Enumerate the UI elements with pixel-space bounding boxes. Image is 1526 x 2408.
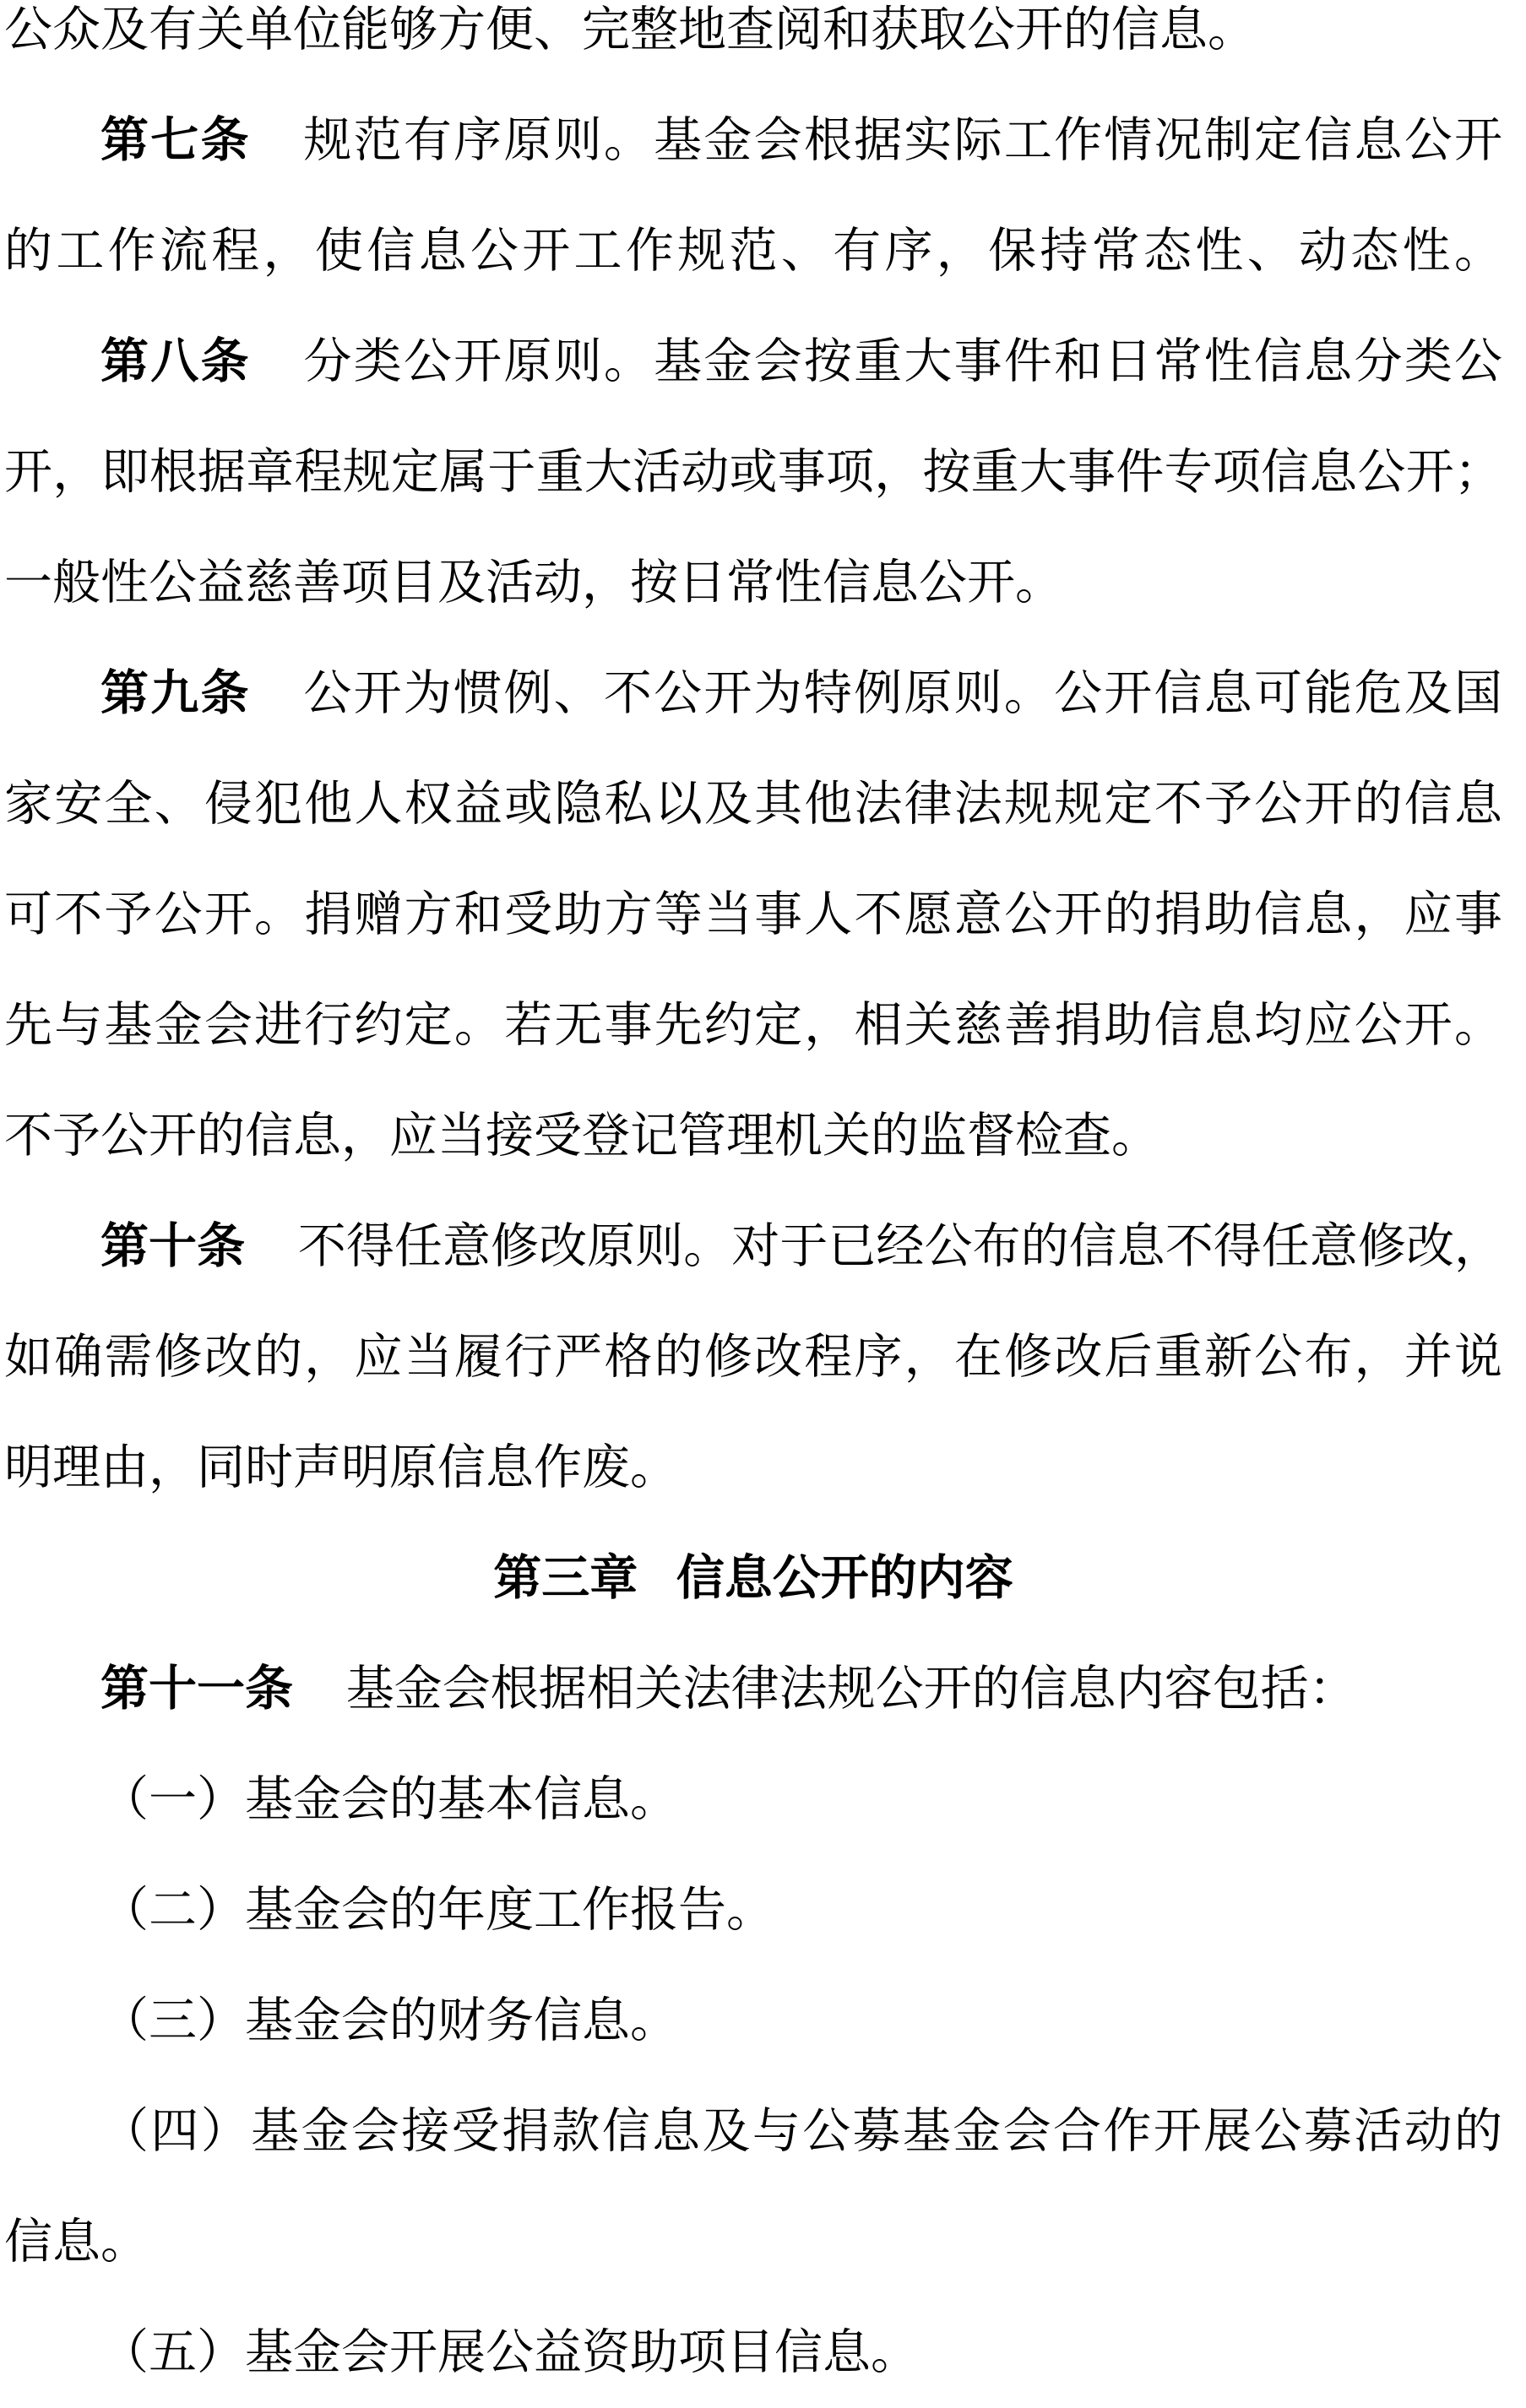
article-7-line <box>4 196 1502 306</box>
article-8-label: 第八条 <box>100 335 251 388</box>
body-text: 分类公开原则。基金会按重大事件和日常性信息分类公 <box>303 335 1503 388</box>
article-9-line <box>4 749 1502 860</box>
article-10-line <box>4 1302 1502 1413</box>
article-9-opening-line <box>4 638 1502 749</box>
chapter-3-title: 信息公开的内容 <box>676 1552 1013 1605</box>
list-item-1 <box>4 1744 1502 1855</box>
body-text: 公开为惯例、不公开为特例原则。公开信息可能危及国 <box>303 667 1503 720</box>
body-text: 信息。 <box>4 2215 149 2269</box>
body-text: 开，即根据章程规定属于重大活动或事项，按重大事件专项信息公开； <box>4 446 1502 499</box>
article-7-label: 第七条 <box>100 114 251 167</box>
article-8-closing-line <box>4 528 1502 638</box>
list-item-5 <box>4 2297 1502 2408</box>
article-10-opening-line <box>4 1191 1502 1302</box>
article-10-label: 第十条 <box>100 1220 246 1273</box>
body-text: 可不予公开。捐赠方和受助方等当事人不愿意公开的捐助信息，应事 <box>4 888 1502 941</box>
body-text: 不得任意修改原则。对于已经公布的信息不得任意修改， <box>297 1220 1503 1273</box>
list-item-3 <box>4 1966 1502 2076</box>
body-text: （四）基金会接受捐款信息及与公募基金会合作开展公募活动的 <box>100 2105 1502 2158</box>
body-text: 如确需修改的，应当履行严格的修改程序，在修改后重新公布，并说 <box>4 1331 1502 1384</box>
body-text: （二）基金会的年度工作报告。 <box>100 1884 774 1937</box>
article-11-opening-line <box>4 1634 1502 1744</box>
body-text: 基金会根据相关法律法规公开的信息内容包括： <box>345 1662 1357 1716</box>
article-8-line <box>4 417 1502 528</box>
body-text: 规范有序原则。基金会根据实际工作情况制定信息公开 <box>303 114 1503 167</box>
body-text: （五）基金会开展公益资助项目信息。 <box>100 2326 919 2379</box>
article-7-opening-line <box>4 85 1502 196</box>
article-10-closing-line <box>4 1413 1502 1523</box>
list-item-4-continuation <box>4 2187 1502 2297</box>
body-text: 家安全、侵犯他人权益或隐私以及其他法律法规规定不予公开的信息 <box>4 778 1502 831</box>
body-text: 不予公开的信息，应当接受登记管理机关的监督检查。 <box>4 1109 1159 1163</box>
chapter-3-heading <box>4 1523 1502 1634</box>
list-item-4 <box>4 2076 1502 2187</box>
body-text: 一般性公益慈善项目及活动，按日常性信息公开。 <box>4 556 1063 610</box>
body-text: 明理由，同时声明原信息作废。 <box>4 1441 678 1494</box>
article-9-line <box>4 860 1502 970</box>
body-text: 公众及有关单位能够方便、完整地查阅和获取公开的信息。 <box>4 3 1256 57</box>
body-text: 的工作流程，使信息公开工作规范、有序，保持常态性、动态性。 <box>4 225 1502 278</box>
article-9-closing-line <box>4 1081 1502 1191</box>
chapter-3-number: 第三章 <box>493 1552 638 1605</box>
article-9-line <box>4 970 1502 1081</box>
body-text: （一）基金会的基本信息。 <box>100 1773 678 1826</box>
list-item-2 <box>4 1855 1502 1966</box>
body-text: （三）基金会的财务信息。 <box>100 1994 678 2047</box>
article-8-opening-line <box>4 306 1502 417</box>
article-11-label: 第十一条 <box>100 1662 293 1716</box>
paragraph-continuation-line <box>4 0 1502 85</box>
body-text: 先与基金会进行约定。若无事先约定，相关慈善捐助信息均应公开。 <box>4 999 1502 1052</box>
article-9-label: 第九条 <box>100 667 251 720</box>
